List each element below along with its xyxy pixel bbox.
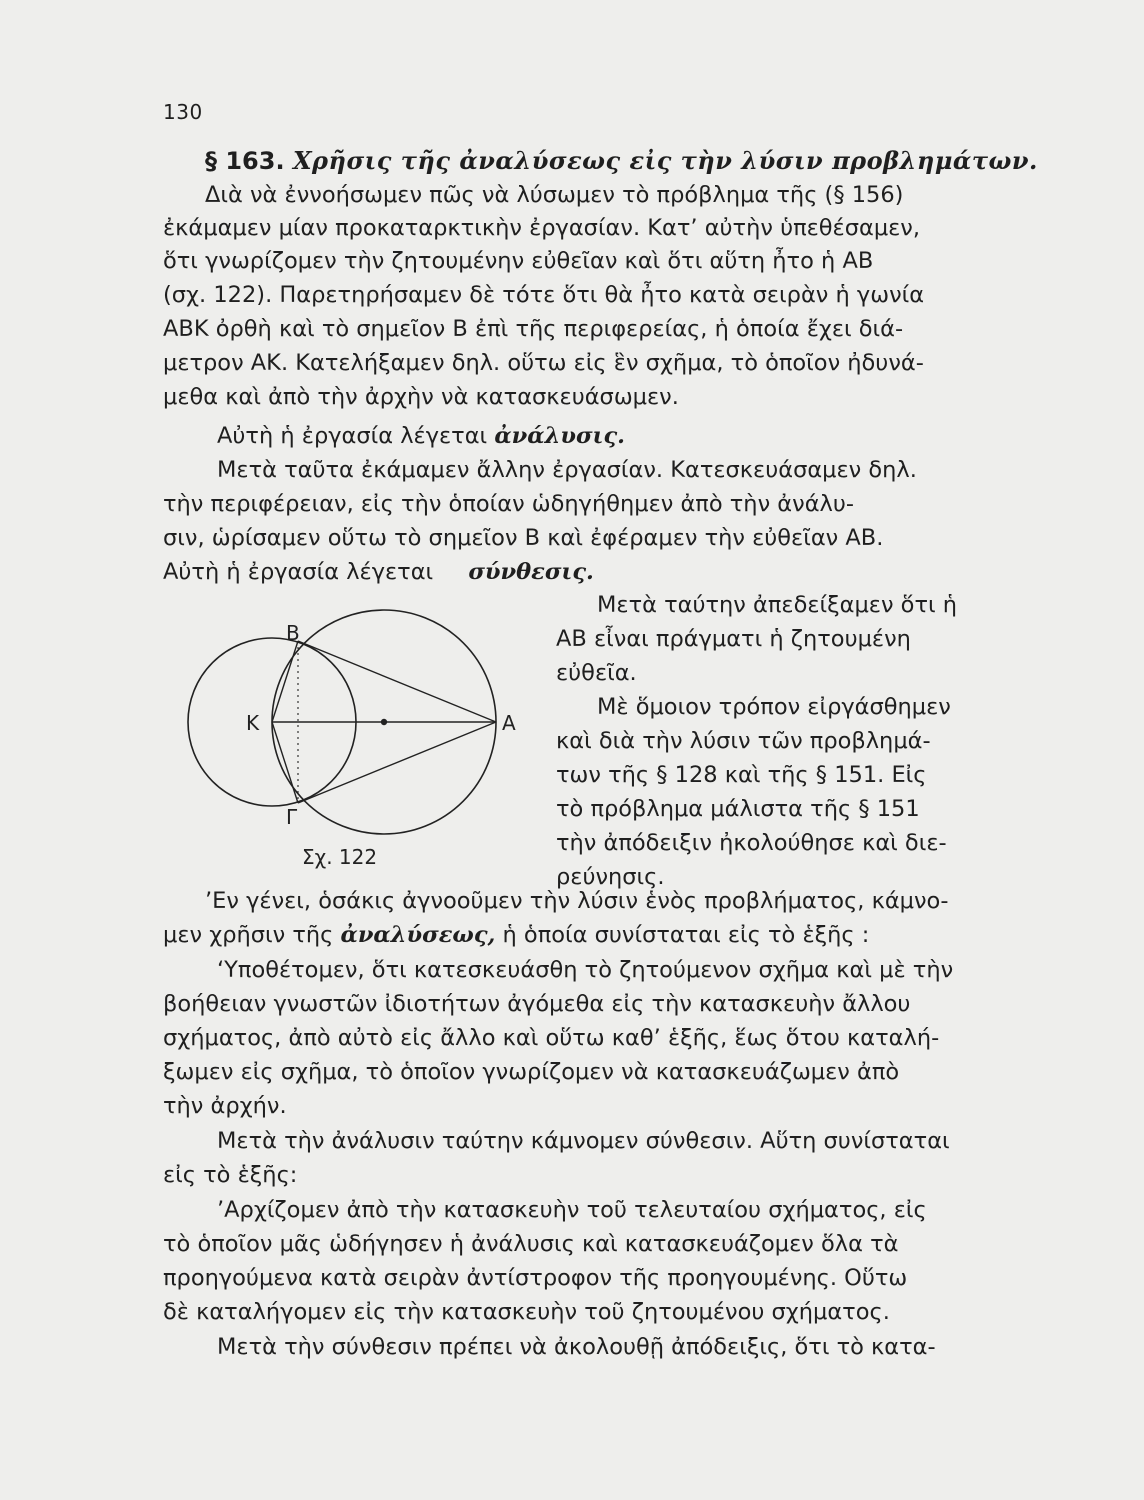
synthesis-definition [163,557,594,587]
paragraph-line: ΑΒΚ ὀρθὴ καὶ τὸ σημεῖον Β ἐπὶ τῆς περιφερείας, ἡ ὁποία ἔχει διά- [163,316,904,342]
page-number: 130 [163,100,203,124]
synthesis-prefix: Αὐτὴ ἡ ἐργασία λέγεται [163,559,434,585]
side-text-line: καὶ διὰ τὴν λύσιν τῶν προβλημά- [556,728,931,754]
line-ba [298,641,496,722]
section-title: Χρῆσις τῆς ἀναλύσεως εἰς τὴν λύσιν προβλημάτων. [292,146,1038,175]
side-text-line: εὐθεῖα. [556,660,637,686]
label-k: Κ [246,711,260,735]
side-text-line: ΑΒ εἶναι πράγματι ἡ ζητουμένη [556,626,911,652]
paragraph-line: μετρον ΑΚ. Κατελήξαμεν δηλ. οὕτω εἰς ἓν σχῆμα, τὸ ὁποῖον ἠδυνά- [163,350,924,376]
paragraph-line: ’Αρχίζομεν ἀπὸ τὴν κατασκευὴν τοῦ τελευταίου σχήματος, εἰς [217,1197,927,1223]
paragraph-line: δὲ καταλήγομεν εἰς τὴν κατασκευὴν τοῦ ζητουμένου σχήματος. [163,1299,890,1325]
paragraph-line: τὸ ὁποῖον μᾶς ὡδήγησεν ἡ ἀνάλυσις καὶ κατασκευάζομεν ὅλα τὰ [163,1231,899,1257]
paragraph-line: ὅτι γνωρίζομεν τὴν ζητουμένην εὐθεῖαν καὶ ὅτι αὕτη ἦτο ἡ ΑΒ [163,248,874,274]
synthesis-term: σύνθεσις. [468,559,594,585]
paragraph-line: τὴν περιφέρειαν, εἰς τὴν ὁποίαν ὡδηγήθημεν ἀπὸ τὴν ἀνάλυ- [163,491,854,517]
side-text-line: τὸ πρόβλημα μάλιστα τῆς § 151 [556,796,920,822]
text-span: μεν χρῆσιν τῆς [163,922,334,948]
side-text-line: Μετὰ ταύτην ἀπεδείξαμεν ὅτι ἡ [597,592,958,618]
paragraph-line: ξωμεν εἰς σχῆμα, τὸ ὁποῖον γνωρίζομεν νὰ κατασκευάζωμεν ἀπὸ [163,1059,900,1085]
figure-122 [180,610,540,880]
line-kb [272,641,298,722]
section-heading [205,146,1038,176]
figure-caption: Σχ. 122 [302,845,378,869]
paragraph-line: μεθα καὶ ἀπὸ τὴν ἀρχὴν νὰ κατασκευάσωμεν. [163,384,679,410]
paragraph-line: Διὰ νὰ ἐννοήσωμεν πῶς νὰ λύσωμεν τὸ πρόβλημα τῆς (§ 156) [205,182,904,208]
analysis-term: ἀνάλυσις. [494,423,625,449]
section-number: § 163. [205,147,285,175]
paragraph-line: τὴν ἀρχήν. [163,1093,287,1119]
paragraph-line [163,920,869,950]
center-point [381,719,387,725]
paragraph-line: ’Εν γένει, ὁσάκις ἀγνοοῦμεν τὴν λύσιν ἑνὸς προβλήματος, κάμνο- [205,888,949,914]
side-text-line: τὴν ἀπόδειξιν ἠκολούθησε καὶ διε- [556,830,947,856]
side-text-line: ρεύνησις. [556,864,665,890]
geometry-diagram [180,610,540,880]
line-ga [298,722,496,803]
label-a: Α [502,711,516,735]
side-text-line: των τῆς § 128 καὶ τῆς § 151. Εἰς [556,762,927,788]
label-b: Β [286,621,300,645]
paragraph-line: ‘Υποθέτομεν, ὅτι κατεσκευάσθη τὸ ζητούμενον σχῆμα καὶ μὲ τὴν [217,957,954,983]
paragraph-line: Μετὰ τὴν σύνθεσιν πρέπει νὰ ἀκολουθῇ ἀπόδειξις, ὅτι τὸ κατα- [217,1334,936,1360]
paragraph-line: εἰς τὸ ἑξῆς: [163,1162,298,1188]
label-g: Γ [286,805,298,829]
analysis-term-inline: ἀναλύσεως, [340,922,496,948]
side-text-line: Μὲ ὅμοιον τρόπον εἰργάσθημεν [597,694,951,720]
analysis-definition [217,421,625,451]
paragraph-line: Μετὰ ταῦτα ἐκάμαμεν ἄλλην ἐργασίαν. Κατεσκευάσαμεν δηλ. [217,457,917,483]
paragraph-line: ἐκάμαμεν μίαν προκαταρκτικὴν ἐργασίαν. Κατ’ αὐτὴν ὑπεθέσαμεν, [163,215,921,241]
paragraph-line: βοήθειαν γνωστῶν ἰδιοτήτων ἀγόμεθα εἰς τὴν κατασκευὴν ἄλλου [163,991,911,1017]
paragraph-line: Μετὰ τὴν ἀνάλυσιν ταύτην κάμνομεν σύνθεσιν. Αὕτη συνίσταται [217,1128,950,1154]
paragraph-line: (σχ. 122). Παρετηρήσαμεν δὲ τότε ὅτι θὰ ἦτο κατὰ σειρὰν ἡ γωνία [163,282,925,308]
text-span: ἡ ὁποία συνίσταται εἰς τὸ ἑξῆς : [502,922,870,948]
paragraph-line: σιν, ὡρίσαμεν οὕτω τὸ σημεῖον Β καὶ ἐφέραμεν τὴν εὐθεῖαν ΑΒ. [163,525,884,551]
paragraph-line: σχήματος, ἀπὸ αὐτὸ εἰς ἄλλο καὶ οὕτω καθ’ ἑξῆς, ἕως ὅτου καταλή- [163,1025,940,1051]
paragraph-line: προηγούμενα κατὰ σειρὰν ἀντίστροφον τῆς προηγουμένης. Οὕτω [163,1265,908,1291]
line-kg [272,722,298,803]
analysis-prefix: Αὐτὴ ἡ ἐργασία λέγεται [217,423,488,449]
